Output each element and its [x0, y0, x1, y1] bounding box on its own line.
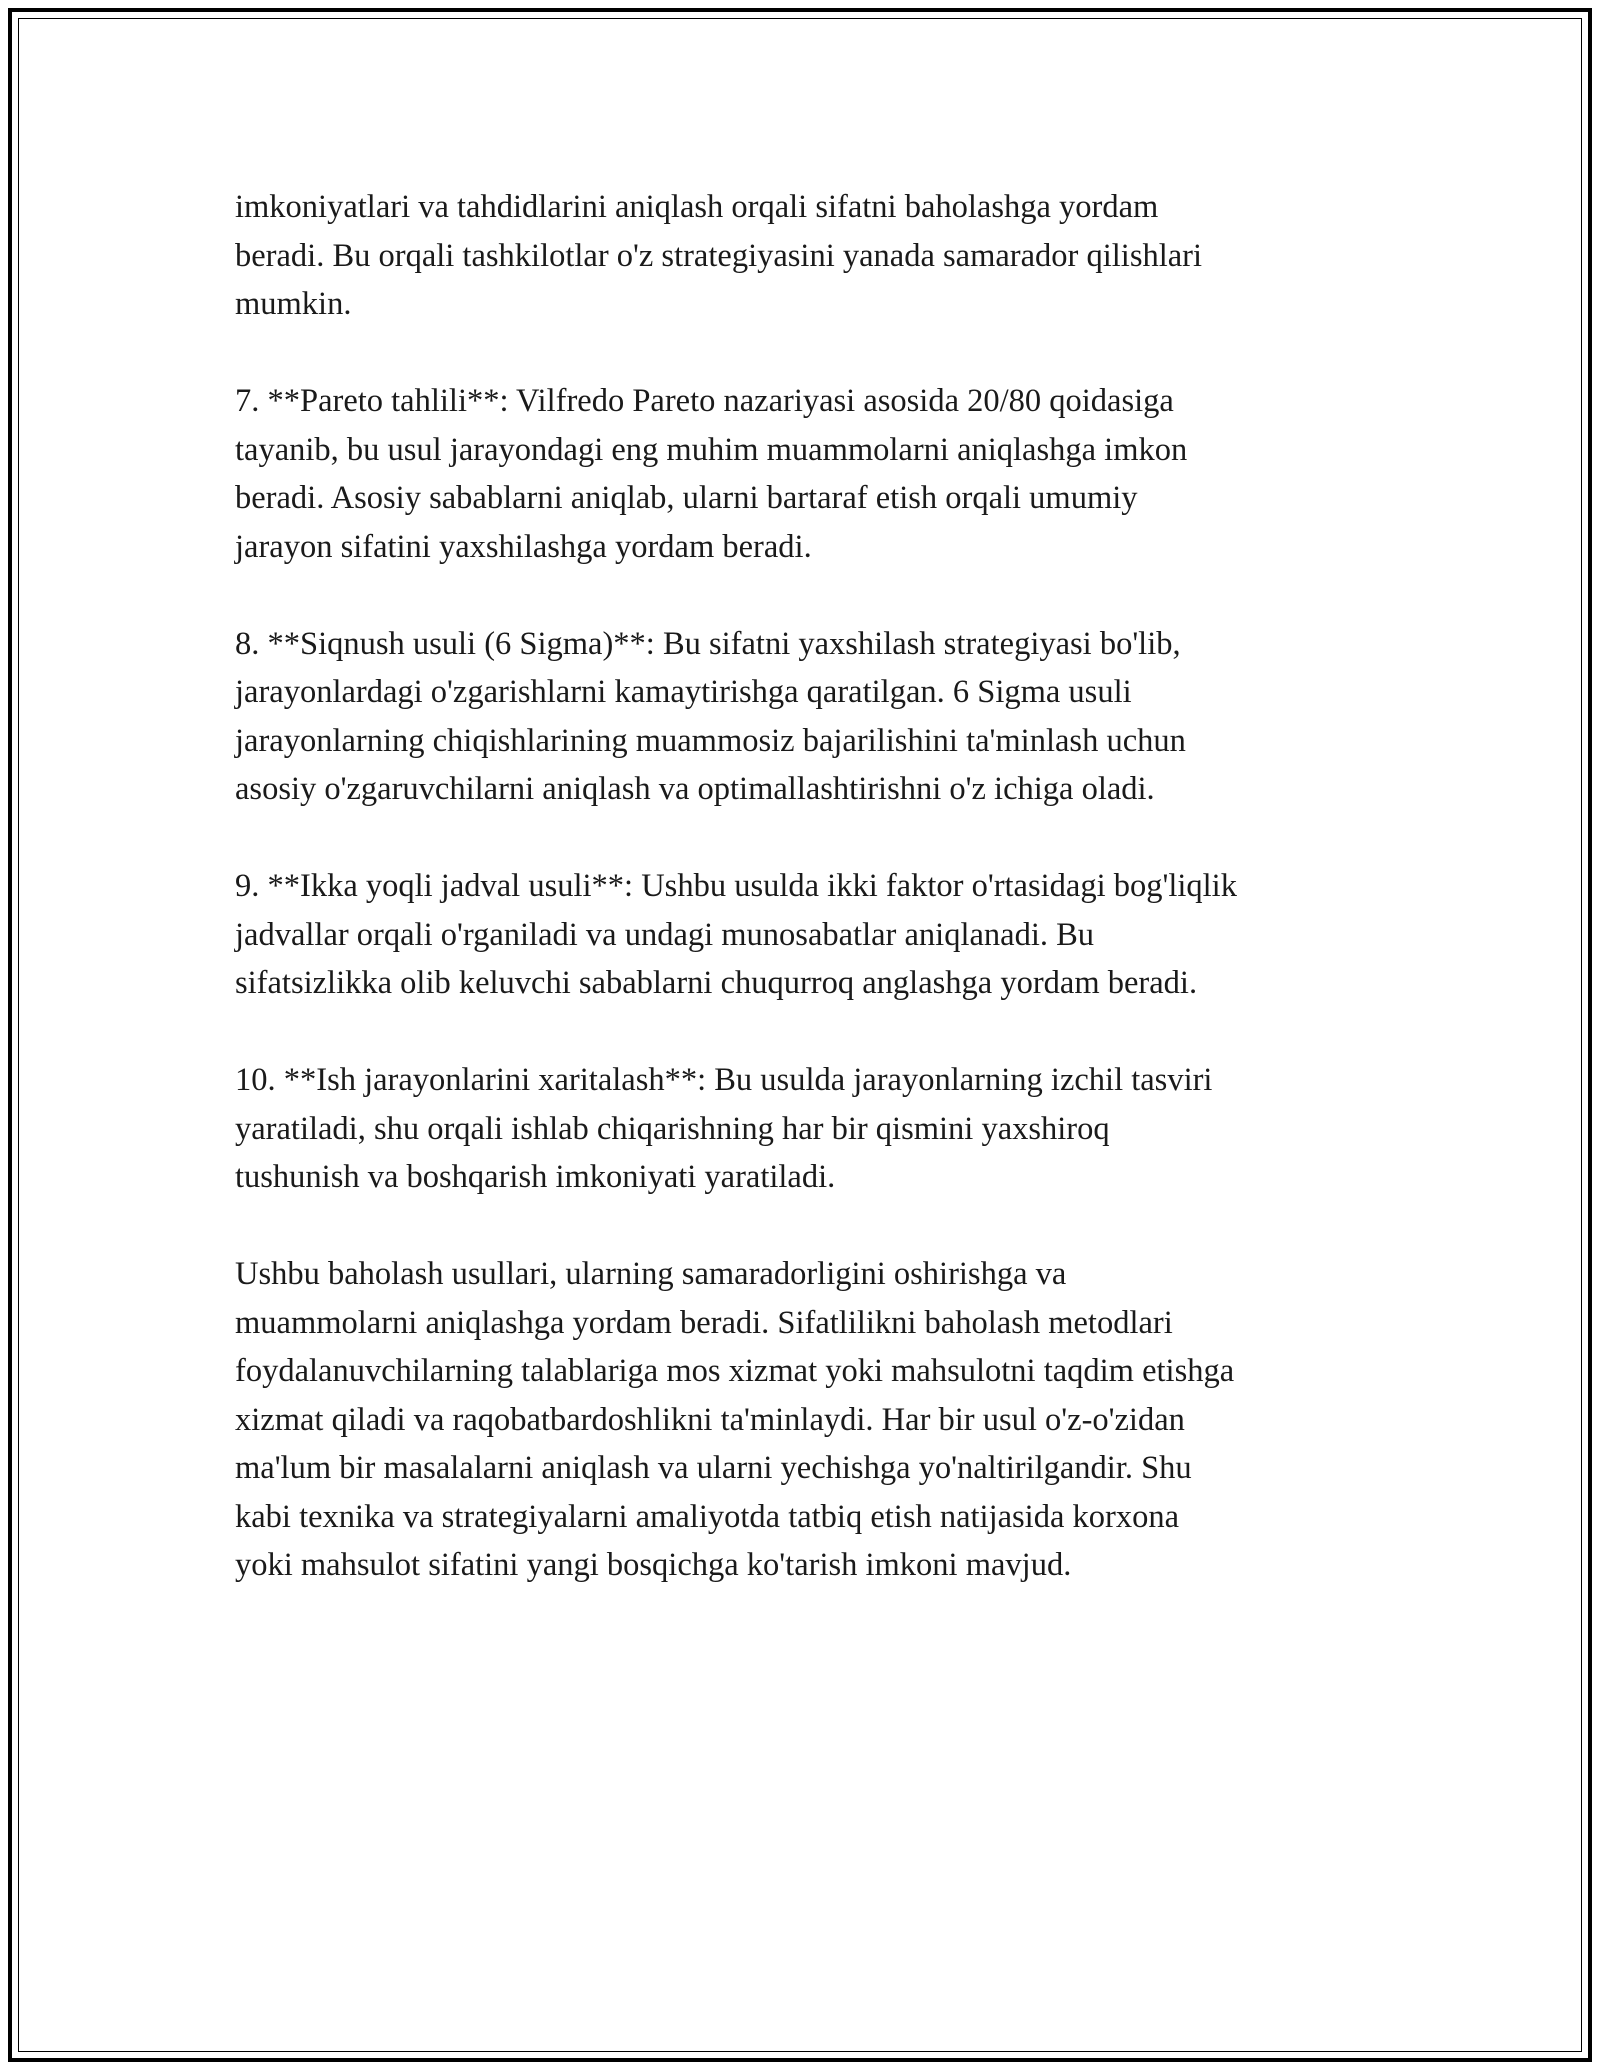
text-line: jarayon sifatini yaxshilashga yordam beradi.	[235, 528, 812, 565]
text-line: tushunish va boshqarish imkoniyati yaratiladi.	[235, 1159, 836, 1195]
paragraph-item-10-process-mapping	[235, 1056, 1385, 1202]
paragraph-conclusion	[235, 1250, 1385, 1590]
text-line: 8. **Siqnush usuli (6 Sigma)**: Bu sifatni yaxshilash strategiyasi bo'lib,	[235, 625, 1181, 662]
text-line: beradi. Asosiy sabablarni aniqlab, ularni bartaraf etish orqali umumiy	[235, 480, 1138, 516]
text-line: jadvallar orqali o'rganiladi va undagi munosabatlar aniqlanadi. Bu	[235, 916, 1095, 953]
text-line: jarayonlarning chiqishlarining muammosiz bajarilishini ta'minlash uchun	[235, 722, 1186, 759]
text-line: asosiy o'zgaruvchilarni aniqlash va optimallashtirishni o'z ichiga oladi.	[235, 771, 1155, 807]
text-line: mumkin.	[235, 286, 352, 322]
text-line: 7. **Pareto tahlili**: Vilfredo Pareto nazariyasi asosida 20/80 qoidasiga	[235, 383, 1174, 419]
text-line: kabi texnika va strategiyalarni amaliyotda tatbiq etish natijasida korxona	[235, 1498, 1180, 1535]
paragraph-item-8-six-sigma	[235, 620, 1385, 814]
text-line: beradi. Bu orqali tashkilotlar o'z strategiyasini yanada samarador qilishlari	[235, 237, 1203, 274]
text-line: 9. **Ikka yoqli jadval usuli**: Ushbu usulda ikki faktor o'rtasidagi bog'liqlik	[235, 868, 1237, 904]
text-line: muammolarni aniqlashga yordam beradi. Sifatlilikni baholash metodlari	[235, 1304, 1173, 1341]
paragraph-intro-continuation	[235, 183, 1385, 329]
text-line: foydalanuvchilarning talablariga mos xizmat yoki mahsulotni taqdim etishga	[235, 1353, 1235, 1389]
text-line: yaratiladi, shu orqali ishlab chiqarishning har bir qismini yaxshiroq	[235, 1110, 1110, 1147]
paragraph-item-7-pareto	[235, 377, 1385, 571]
text-line: sifatsizlikka olib keluvchi sabablarni chuqurroq anglashga yordam beradi.	[235, 965, 1198, 1001]
text-line: jarayonlardagi o'zgarishlarni kamaytirishga qaratilgan. 6 Sigma usuli	[235, 674, 1132, 710]
text-line: imkoniyatlari va tahdidlarini aniqlash orqali sifatni baholashga yordam	[235, 189, 1159, 225]
text-line: xizmat qiladi va raqobatbardoshlikni ta'minlaydi. Har bir usul o'z-o'zidan	[235, 1401, 1185, 1438]
text-line: 10. **Ish jarayonlarini xaritalash**: Bu usulda jarayonlarning izchil tasviri	[235, 1062, 1213, 1098]
text-line: ma'lum bir masalalarni aniqlash va ularni yechishga yo'naltirilgandir. Shu	[235, 1450, 1192, 1486]
text-line: tayanib, bu usul jarayondagi eng muhim muammolarni aniqlashga imkon	[235, 431, 1188, 468]
document-body	[235, 183, 1385, 1638]
paragraph-item-9-two-way-table	[235, 862, 1385, 1008]
text-line: yoki mahsulot sifatini yangi bosqichga ko'tarish imkoni mavjud.	[235, 1547, 1072, 1583]
text-line: Ushbu baholash usullari, ularning samaradorligini oshirishga va	[235, 1256, 1067, 1292]
